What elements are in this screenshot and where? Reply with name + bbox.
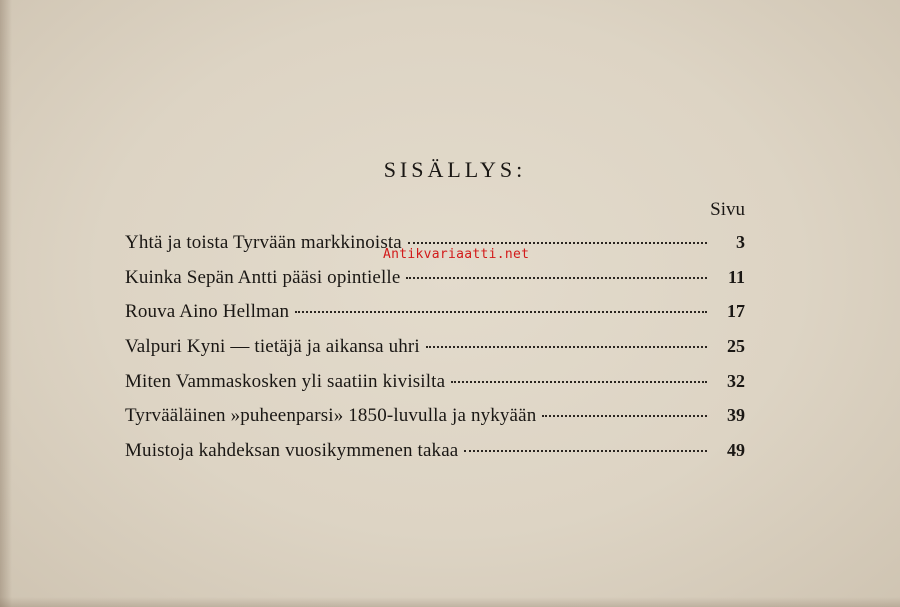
toc-entry-page: 17 <box>727 301 745 322</box>
toc-entry-title: Miten Vammaskosken yli saatiin kivisilta <box>125 370 446 392</box>
toc-entry <box>125 402 745 437</box>
toc-entry-page: 32 <box>727 370 745 391</box>
toc-entry-title: Kuinka Sepän Antti pääsi opintielle <box>125 266 401 288</box>
toc-entry <box>125 298 745 333</box>
page-bottom-shadow <box>0 597 900 607</box>
toc-entry-page: 3 <box>736 232 745 252</box>
watermark-text: Antikvariaatti.net <box>383 247 530 262</box>
dot-leader <box>406 264 707 283</box>
dot-leader <box>451 368 707 387</box>
toc-entry-page: 49 <box>727 440 745 461</box>
toc-entry-title: Tyrvääläinen »puheenparsi» 1850-luvulla ja nykyään <box>125 405 537 427</box>
toc-entry-title: Muistoja kahdeksan vuosikymmenen takaa <box>125 440 459 462</box>
dot-leader <box>408 229 707 248</box>
dot-leader <box>426 333 707 352</box>
dot-leader <box>464 437 707 456</box>
toc-entry <box>125 333 745 368</box>
dot-leader <box>295 298 707 317</box>
contents-heading: SISÄLLYS: <box>383 157 527 182</box>
page-edge-shadow <box>0 0 12 607</box>
toc-entry <box>125 264 745 299</box>
toc-entry-page: 39 <box>727 405 745 426</box>
toc-entry-page: 11 <box>727 266 745 287</box>
toc-entry-title: Yhtä ja toista Tyrvään markkinoista <box>125 232 402 253</box>
toc-entry-title: Valpuri Kyni — tietäjä ja aikansa uhri <box>125 336 420 358</box>
toc-entry <box>125 368 745 403</box>
table-of-contents <box>125 229 745 472</box>
dot-leader <box>542 402 707 421</box>
toc-entry <box>125 437 745 472</box>
page-column-header: Sivu <box>710 199 745 220</box>
toc-entry-page: 25 <box>727 336 745 357</box>
toc-entry-title: Rouva Aino Hellman <box>125 301 290 323</box>
